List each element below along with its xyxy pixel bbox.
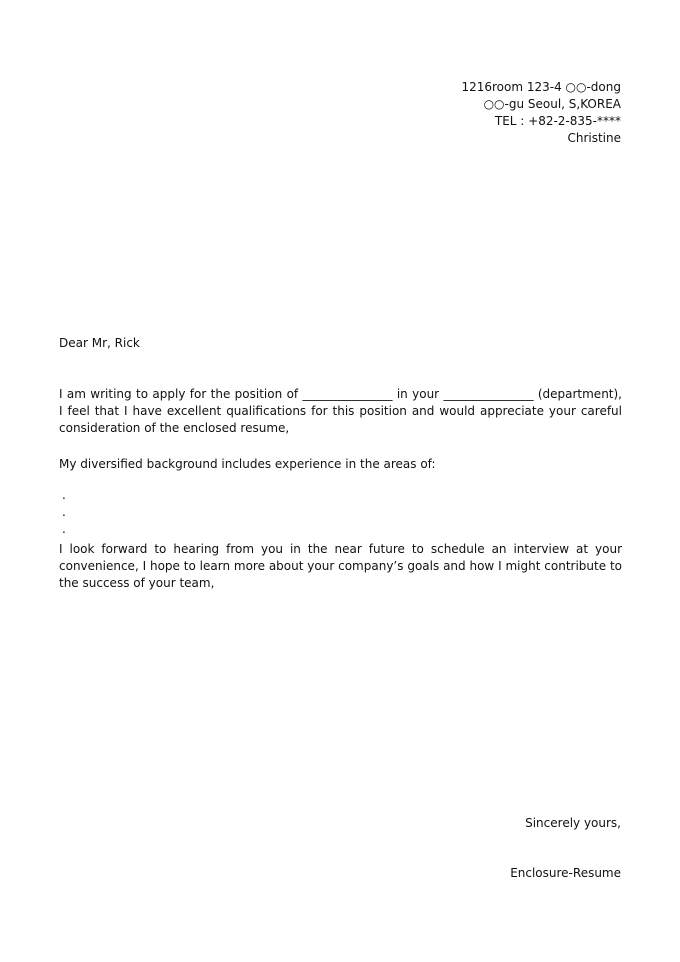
bullet-list <box>62 487 66 538</box>
bullet-item: . <box>62 505 66 519</box>
enclosure-note: Enclosure-Resume <box>510 866 621 880</box>
bullet-item: . <box>62 488 66 502</box>
paragraph-application: I am writing to apply for the position of _______________ in your _______________ (department), I feel that I have excellent qualifications for this position and would appreciate your careful consideration of the enclosed resume, <box>59 387 622 435</box>
address-line-2: ○○-gu Seoul, S,KOREA <box>483 97 621 111</box>
address-line-1: 1216room 123-4 ○○-dong <box>461 80 621 94</box>
bullet-item: . <box>62 522 66 536</box>
salutation: Dear Mr, Rick <box>59 336 140 350</box>
telephone-line: TEL : +82-2-835-**** <box>494 114 621 128</box>
paragraph-background: My diversified background includes experience in the areas of: <box>59 457 436 471</box>
closing-phrase: Sincerely yours, <box>525 816 621 830</box>
sender-address-block <box>461 79 621 147</box>
paragraph-closing: I look forward to hearing from you in the near future to schedule an interview at your convenience, I hope to learn more about your company’s goals and how I might contribute to the success of your team, <box>59 542 622 590</box>
sender-name: Christine <box>567 131 621 145</box>
